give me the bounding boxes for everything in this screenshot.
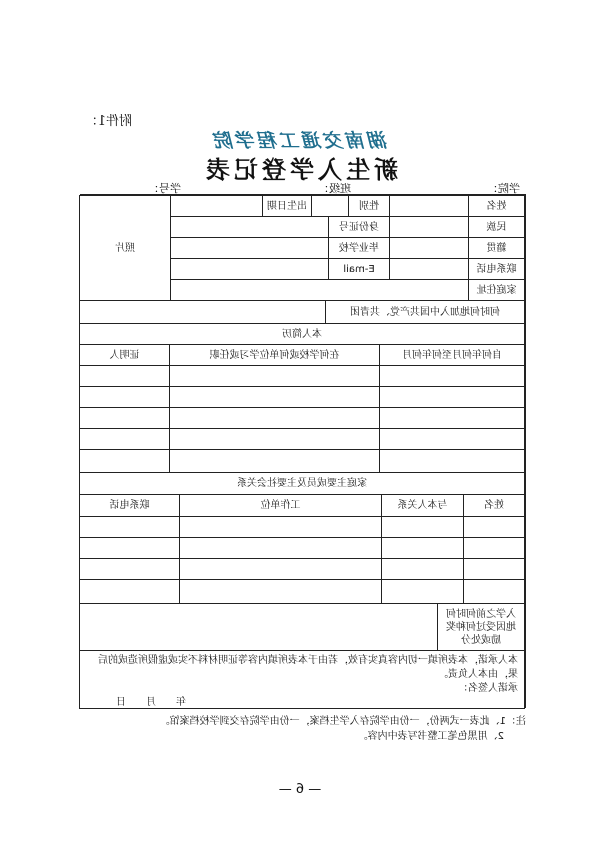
field-home-address[interactable] [170, 279, 469, 301]
school-name: 湖南交通工程学院 [212, 130, 389, 152]
family-header-workplace: 工作单位 [179, 494, 382, 517]
resume-cell[interactable] [169, 407, 380, 429]
label-name: 姓名 [468, 195, 525, 217]
page-number: — 6 — [278, 782, 322, 797]
family-cell[interactable] [179, 558, 382, 580]
family-cell[interactable] [79, 537, 180, 559]
pledge-date: 年 月 日 [116, 697, 186, 708]
label-home-address: 家庭住址 [468, 279, 525, 301]
resume-cell[interactable] [79, 407, 170, 429]
family-header-name: 姓名 [463, 494, 525, 517]
label-contact-phone: 联系电话 [468, 258, 525, 280]
resume-cell[interactable] [169, 386, 380, 408]
form-title: 新生入学登记表 [202, 155, 398, 184]
family-cell[interactable] [79, 558, 180, 580]
field-ethnicity[interactable] [389, 216, 469, 238]
pledge-box [79, 650, 525, 709]
class-label: 班级： [318, 182, 351, 195]
resume-cell[interactable] [79, 449, 170, 473]
label-email: E-mail [328, 258, 390, 280]
resume-cell[interactable] [169, 428, 380, 450]
label-ethnicity: 民族 [468, 216, 525, 238]
resume-cell[interactable] [79, 428, 170, 450]
family-cell[interactable] [463, 537, 525, 559]
resume-header-period: 自何年何月至何年何月 [379, 344, 525, 366]
family-cell[interactable] [79, 579, 180, 604]
family-cell[interactable] [463, 579, 525, 604]
info-line [80, 180, 526, 194]
family-cell[interactable] [381, 537, 464, 559]
attachment-label: 附件1： [84, 114, 132, 129]
resume-cell[interactable] [379, 428, 525, 450]
note-line-2: 2、用黑色笔工整书写表中内容。 [357, 731, 504, 742]
pledge-signature-label: 承诺人签名： [458, 683, 518, 694]
resume-cell[interactable] [379, 386, 525, 408]
student-id-label: 学号： [148, 182, 181, 195]
field-name[interactable] [389, 195, 469, 217]
family-cell[interactable] [179, 537, 382, 559]
field-contact-phone[interactable] [389, 258, 469, 280]
resume-header-referee: 证明人 [79, 344, 170, 366]
pledge-text: 本人承诺，本表所填一切内容真实有效，若由于本表所填内容等证明材料不实或虚假所造成的后果，由本人负责。 [98, 655, 518, 680]
family-cell[interactable] [381, 579, 464, 604]
note-line-1: 注：1、此表一式两份，一份由学院存入学生档案，一份由学院存交到学校档案馆。 [159, 716, 526, 727]
resume-cell[interactable] [379, 449, 525, 473]
field-graduated-school[interactable] [170, 237, 329, 259]
field-gender[interactable] [311, 195, 349, 217]
registration-form [80, 194, 526, 708]
field-email[interactable] [170, 258, 329, 280]
label-native-place: 籍贯 [468, 237, 525, 259]
resume-cell[interactable] [169, 449, 380, 473]
field-awards[interactable] [79, 603, 438, 651]
footnote [80, 714, 526, 744]
label-party-join: 何时何地加入中国共产党、共青团 [325, 300, 525, 324]
family-cell[interactable] [79, 516, 180, 538]
label-birth-date: 出生日期 [262, 195, 312, 217]
resume-cell[interactable] [169, 365, 380, 387]
label-gender: 性别 [348, 195, 390, 217]
field-party-join[interactable] [79, 300, 326, 324]
family-cell[interactable] [463, 516, 525, 538]
field-native-place[interactable] [389, 237, 469, 259]
field-id-number[interactable] [170, 216, 329, 238]
family-cell[interactable] [381, 516, 464, 538]
family-cell[interactable] [179, 579, 382, 604]
family-cell[interactable] [381, 558, 464, 580]
family-cell[interactable] [463, 558, 525, 580]
resume-section-title: 本人简历 [79, 323, 525, 345]
label-awards: 入学之前何时何地因受过何种奖励或处分 [437, 603, 525, 651]
resume-cell[interactable] [79, 386, 170, 408]
label-graduated-school: 毕业学校 [328, 237, 390, 259]
resume-cell[interactable] [379, 407, 525, 429]
photo-box[interactable]: 照片 [79, 195, 171, 301]
field-birth-date[interactable] [170, 195, 263, 217]
family-section-title: 家庭主要成员及主要社会关系 [79, 472, 525, 495]
family-cell[interactable] [179, 516, 382, 538]
resume-cell[interactable] [379, 365, 525, 387]
resume-cell[interactable] [79, 365, 170, 387]
label-id-number: 身份证号 [328, 216, 390, 238]
family-header-relation: 与本人关系 [381, 494, 464, 517]
family-header-phone: 联系电话 [79, 494, 180, 517]
resume-header-school: 在何学校或何单位学习或任职 [169, 344, 380, 366]
college-label: 学院： [487, 182, 520, 195]
